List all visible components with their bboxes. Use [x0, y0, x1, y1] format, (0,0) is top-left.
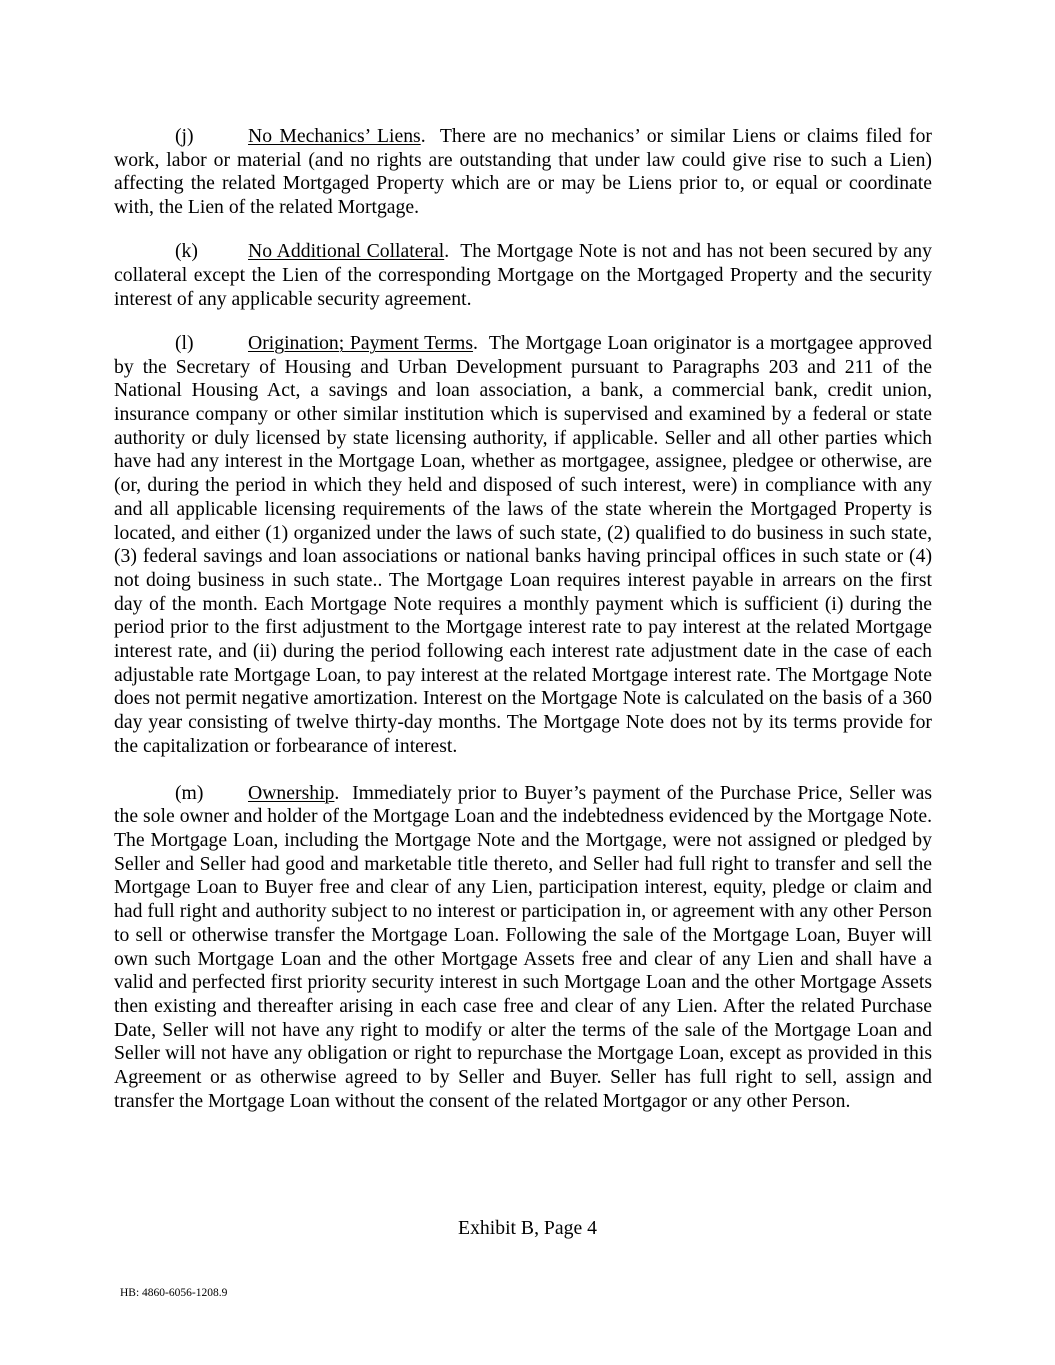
page-footer-label: Exhibit B, Page 4: [458, 1217, 597, 1239]
paragraph-m: (m) Ownership. Immediately prior to Buyer’s payment of the Purchase Price, Seller was the sole owner and holder of the Mortgage Loan and the indebtedness evidenced by the Mortgage Note. The Mortgage Loan, including the Mortgage Note and the Mortgage, were not assigned or pledged by Seller and Seller had good and marketable title thereto, and Seller had full right to transfer and sell the Mortgage Loan to Buyer free and clear of any Lien, participation interest, equity, pledge or claim and had full right and authority subject to no interest or participation in, or agreement with any other Person to sell or otherwise transfer the Mortgage Loan. Following the sale of the Mortgage Loan, Buyer will own such Mortgage Loan and the other Mortgage Assets free and clear of any Lien and shall have a valid and perfected first priority security interest in such Mortgage Loan and the other Mortgage Assets then existing and thereafter arising in each case free and clear of any Lien. After the related Purchase Date, Seller will not have any right to modify or alter the terms of the sale of the Mortgage Loan and Seller will not have any obligation or right to repurchase the Mortgage Loan, except as provided in this Agreement or as otherwise agreed to by Seller and Buyer. Seller has full right to sell, assign and transfer the Mortgage Loan without the consent of the related Mortgagor or any other Person.: [114, 781, 932, 1112]
paragraph-label: (j): [175, 125, 194, 147]
document-id: HB: 4860-6056-1208.9: [120, 1287, 228, 1299]
paragraph-j: (j) No Mechanics’ Liens. There are no mechanics’ or similar Liens or claims filed for work, labor or material (and no rights are outstanding that under law could give rise to such a Lien) affecting the related Mortgaged Property which are or may be Liens prior to, or equal or coordinate with, the Lien of the related Mortgage.: [114, 125, 932, 219]
paragraph-heading: Ownership: [248, 781, 335, 804]
paragraph-text: The Mortgage Loan originator is a mortgagee approved by the Secretary of Housing and Urban Development pursuant to Paragraphs 203 and 211 of the National Housing Act, a savings and loan association, a bank, a commercial bank, credit union, insurance company or other similar institution which is supervised and examined by a federal or state authority or duly licensed by state licensing authority, if applicable. Seller and all other parties which have had any interest in the Mortgage Loan, whether as mortgagee, assignee, pledgee or otherwise, are (or, during the period in which they held and disposed of such interest, were) in compliance with any and all applicable licensing requirements of the laws of the state wherein the Mortgaged Property is located, and either (1) organized under the laws of such state, (2) qualified to do business in such state, (3) federal savings and loan associations or national banks having principal offices in such state or (4) not doing business in such state.. The Mortgage Loan requires interest payable in arrears on the first day of the month. Each Mortgage Note requires a monthly payment which is sufficient (i) during the period prior to the first adjustment to the Mortgage interest rate to pay interest at the related Mortgage interest rate, and (ii) during the period following each interest rate adjustment date in the case of each adjustable rate Mortgage Loan, to pay interest at the related Mortgage interest rate. The Mortgage Note does not permit negative amortization. Interest on the Mortgage Note is calculated on the basis of a 360 day year consisting of twelve thirty-day months. The Mortgage Note does not by its terms provide for the capitalization or forbearance of interest.: [114, 331, 932, 757]
paragraph-text: Immediately prior to Buyer’s payment of the Purchase Price, Seller was the sole owner and holder of the Mortgage Loan and the indebtedness evidenced by the Mortgage Note. The Mortgage Loan, including the Mortgage Note and the Mortgage, were not assigned or pledged by Seller and Seller had good and marketable title thereto, and Seller had full right to transfer and sell the Mortgage Loan to Buyer free and clear of any Lien, participation interest, equity, pledge or claim and had full right and authority subject to no interest or participation in, or agreement with any other Person to sell or otherwise transfer the Mortgage Loan. Following the sale of the Mortgage Loan, Buyer will own such Mortgage Loan and the other Mortgage Assets free and clear of any Lien and shall have a valid and perfected first priority security interest in such Mortgage Loan and the other Mortgage Assets then existing and thereafter arising in each case free and clear of any Lien. After the related Purchase Date, Seller will not have any right to modify or alter the terms of the sale of the Mortgage Loan and Seller will not have any obligation or right to repurchase the Mortgage Loan, except as provided in this Agreement or as otherwise agreed to by Seller and Buyer. Seller has full right to sell, assign and transfer the Mortgage Loan without the consent of the related Mortgagor or any other Person.: [114, 781, 932, 1112]
paragraph-text: There are no mechanics’ or similar Liens or claims filed for work, labor or material (and no rights are outstanding that under law could give rise to such a Lien) affecting the related Mortgaged Property which are or may be Liens prior to, or equal or coordinate with, the Lien of the related Mortgage.: [114, 125, 932, 219]
paragraph-heading: No Mechanics’ Liens: [248, 125, 421, 147]
paragraph-k: (k) No Additional Collateral. The Mortgage Note is not and has not been secured by any collateral except the Lien of the corresponding Mortgage on the Mortgaged Property and the security interest of any applicable security agreement.: [114, 240, 932, 310]
paragraph-text: The Mortgage Note is not and has not been secured by any collateral except the Lien of the corresponding Mortgage on the Mortgaged Property and the security interest of any applicable security agreement.: [114, 240, 932, 310]
paragraph-heading: No Additional Collateral: [248, 240, 445, 263]
paragraph-label: (l): [175, 331, 194, 354]
paragraph-heading: Origination; Payment Terms: [248, 331, 474, 354]
paragraph-label: (k): [175, 240, 198, 263]
paragraph-l: (l) Origination; Payment Terms. The Mortgage Loan originator is a mortgagee approved by the Secretary of Housing and Urban Development pursuant to Paragraphs 203 and 211 of the National Housing Act, a savings and loan association, a bank, a commercial bank, credit union, insurance company or other similar institution which is supervised and examined by a federal or state authority or duly licensed by state licensing authority, if applicable. Seller and all other parties which have had any interest in the Mortgage Loan, whether as mortgagee, assignee, pledgee or otherwise, are (or, during the period in which they held and disposed of such interest, were) in compliance with any and all applicable licensing requirements of the laws of the state wherein the Mortgaged Property is located, and either (1) organized under the laws of such state, (2) qualified to do business in such state, (3) federal savings and loan associations or national banks having principal offices in such state or (4) not doing business in such state.. The Mortgage Loan requires interest payable in arrears on the first day of the month. Each Mortgage Note requires a monthly payment which is sufficient (i) during the period prior to the first adjustment to the Mortgage interest rate to pay interest at the related Mortgage interest rate, and (ii) during the period following each interest rate adjustment date in the case of each adjustable rate Mortgage Loan, to pay interest at the related Mortgage interest rate. The Mortgage Note does not permit negative amortization. Interest on the Mortgage Note is calculated on the basis of a 360 day year consisting of twelve thirty-day months. The Mortgage Note does not by its terms provide for the capitalization or forbearance of interest.: [114, 331, 932, 757]
paragraph-label: (m): [175, 781, 204, 804]
document-body: [114, 125, 932, 1134]
